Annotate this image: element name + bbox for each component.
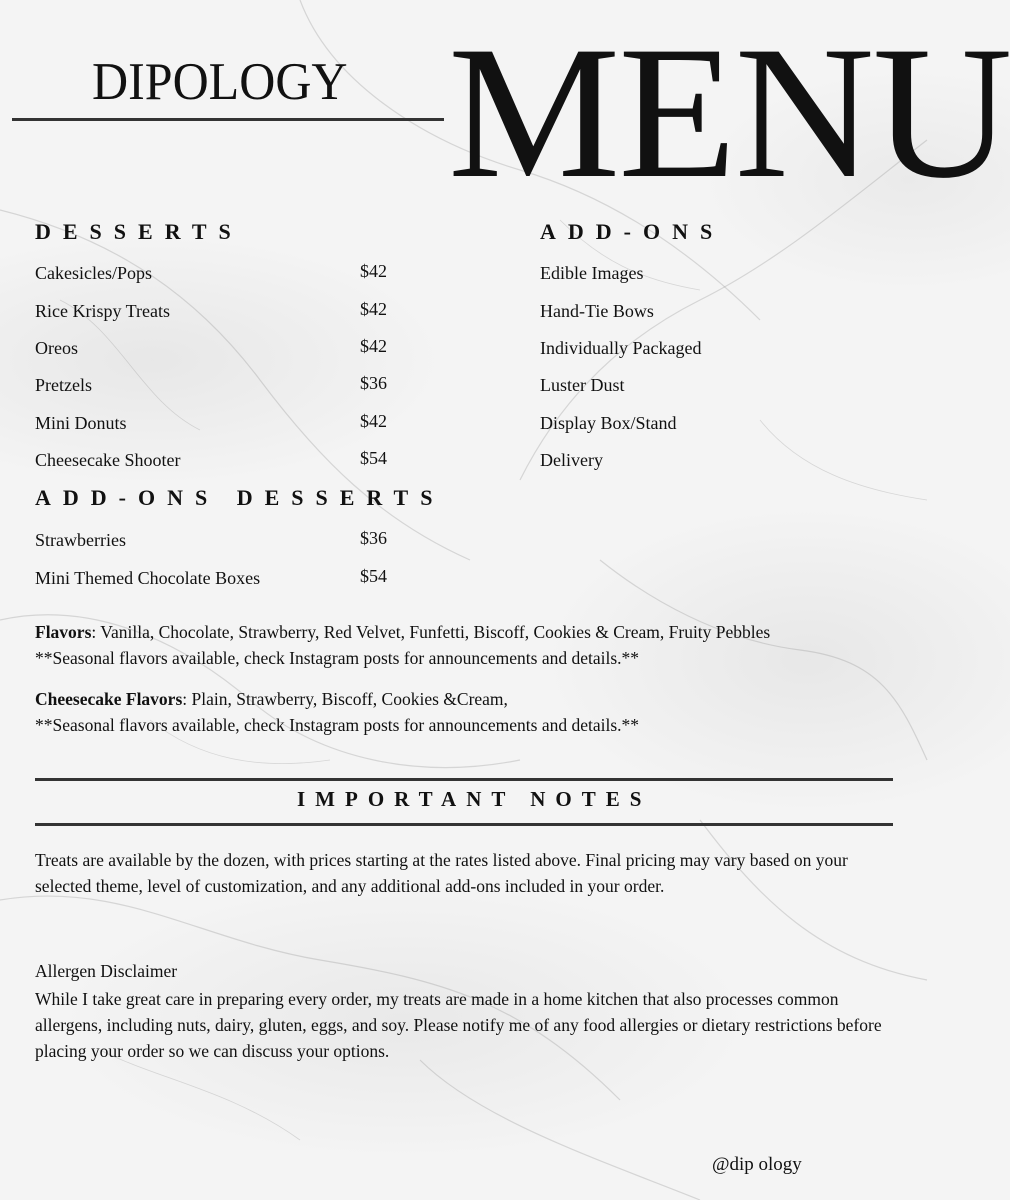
cheesecake-flavors-list: : Plain, Strawberry, Biscoff, Cookies &Cream, [182,689,508,709]
addon-dessert-price: $36 [360,528,387,548]
brand-name: DIPOLOGY [92,51,348,111]
desserts-heading: DESSERTS [35,219,243,244]
addon-desserts-heading: ADD-ONS DESSERTS [35,485,445,510]
notes-top-divider [35,778,893,781]
flavors-block [35,619,905,671]
flavors-seasonal-note: **Seasonal flavors available, check Instagram posts for announcements and details.** [35,648,640,668]
addon-item: Individually Packaged [540,338,702,358]
notes-bottom-divider [35,823,893,826]
cheesecake-flavors-block [35,686,905,738]
addon-item: Luster Dust [540,375,625,395]
addon-item: Edible Images [540,263,644,283]
allergen-title: Allergen Disclaimer [35,961,178,981]
flavors-list: : Vanilla, Chocolate, Strawberry, Red Velvet, Funfetti, Biscoff, Cookies & Cream, Fruity Pebbles [91,622,771,642]
dessert-price: $54 [360,448,387,468]
instagram-handle: @dip ology [712,1154,802,1175]
cheesecake-seasonal-note: **Seasonal flavors available, check Instagram posts for announcements and details.** [35,715,640,735]
dessert-price: $42 [360,299,387,319]
dessert-price: $36 [360,373,387,393]
dessert-name: Mini Donuts [35,413,127,433]
addon-dessert-name: Strawberries [35,530,126,550]
flavors-label: Flavors [35,622,92,642]
addon-dessert-name: Mini Themed Chocolate Boxes [35,568,261,588]
page-title: MENU [448,8,1010,218]
dessert-price: $42 [360,261,387,281]
dessert-name: Cheesecake Shooter [35,450,181,470]
addon-item: Display Box/Stand [540,413,677,433]
flavors-line [35,619,905,645]
dessert-name: Cakesicles/Pops [35,263,152,283]
dessert-name: Oreos [35,338,78,358]
pricing-note: Treats are available by the dozen, with prices starting at the rates listed above. Final pricing may vary based on your selected theme, level of customization, and any additional add-ons included in your order. [35,850,848,896]
addon-item: Hand-Tie Bows [540,301,654,321]
allergen-disclaimer: While I take great care in preparing every order, my treats are made in a home kitchen that also processes common allergens, including nuts, dairy, gluten, eggs, and soy. Please notify me of any food allergies or dietary restrictions before placing your order so we can discuss your options. [35,989,882,1061]
addons-heading: ADD-ONS [540,219,725,244]
dessert-name: Pretzels [35,375,92,395]
dessert-price: $42 [360,411,387,431]
important-notes-heading: IMPORTANT NOTES [297,787,652,811]
addon-dessert-price: $54 [360,566,387,586]
cheesecake-flavors-line [35,686,905,712]
dessert-price: $42 [360,336,387,356]
dessert-name: Rice Krispy Treats [35,301,170,321]
addon-item: Delivery [540,450,603,470]
cheesecake-flavors-label: Cheesecake Flavors [35,689,183,709]
brand-underline [12,118,444,121]
